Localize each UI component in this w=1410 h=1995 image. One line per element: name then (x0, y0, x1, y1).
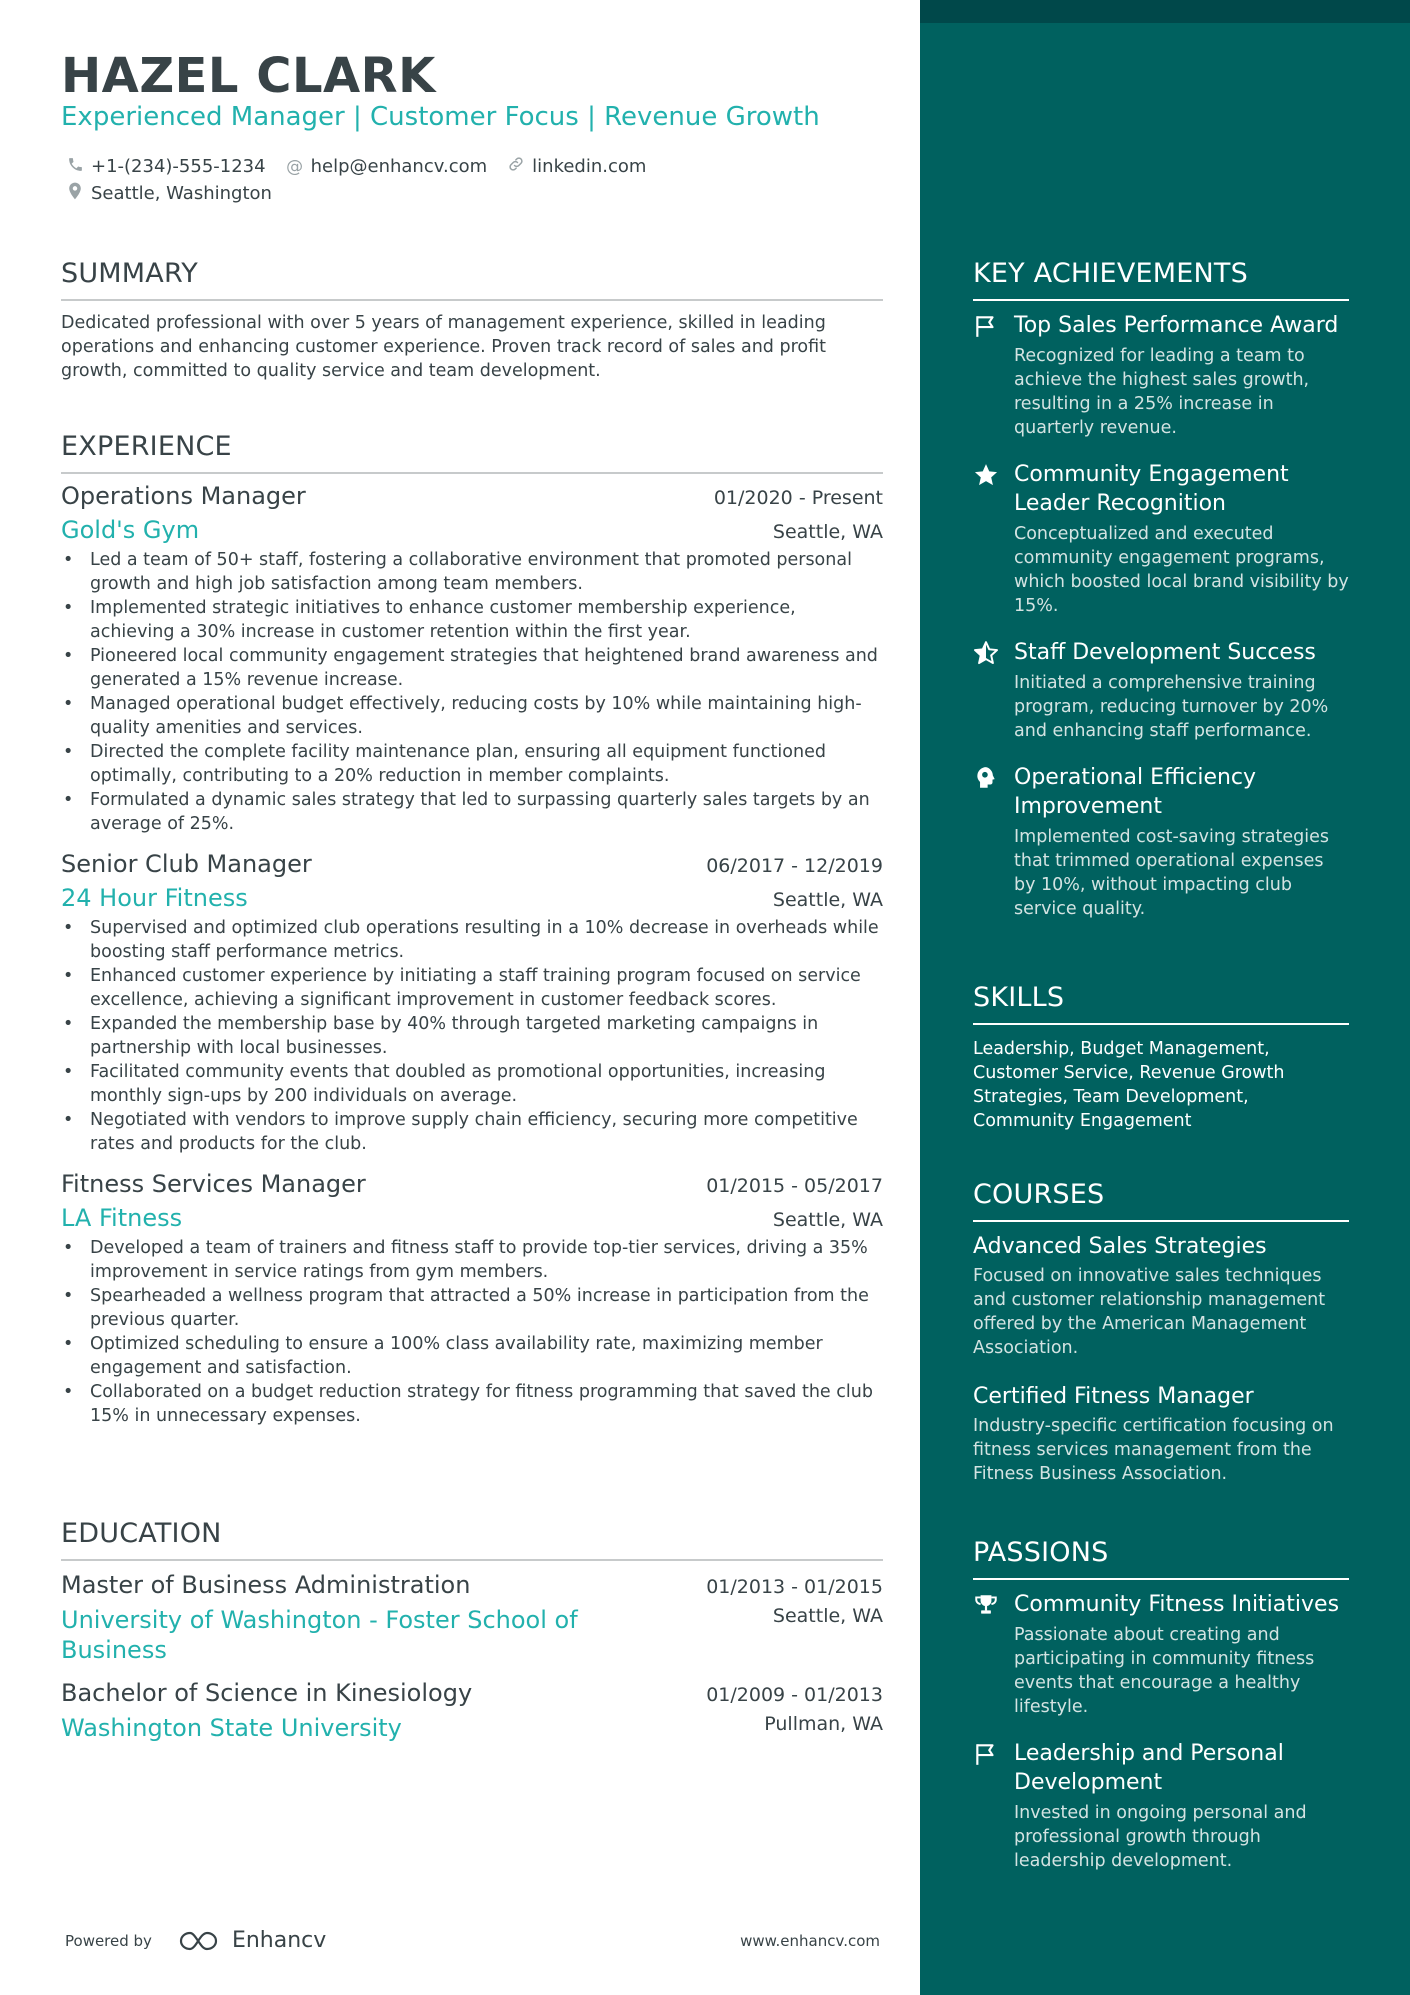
trophy-icon (973, 1592, 999, 1618)
job-bullet: • Negotiated with vendors to improve supply chain efficiency, securing more competitive rates and products for the club. (61, 1108, 883, 1156)
degree: Bachelor of Science in Kinesiology (61, 1679, 473, 1707)
achievement-title: Community Engagement Leader Recognition (1014, 462, 1289, 516)
job-bullet: • Implemented strategic initiatives to enhance customer membership experience, achieving a 30% increase in customer retention within the first year. (61, 596, 883, 644)
achievement-desc: Implemented cost-saving strategies that trimmed operational expenses by 10%, without impacting club service quality. (1014, 827, 1329, 919)
passion-desc: Invested in ongoing personal and professional growth through leadership development. (1014, 1803, 1307, 1871)
course-desc: Industry-specific certification focusing on fitness services management from the Fitness Business Association. (973, 1416, 1334, 1484)
skills-section (973, 982, 1349, 1133)
passion-desc: Passionate about creating and participating in community fitness events that encourage a healthy lifestyle. (1014, 1625, 1315, 1717)
contact-location: Seattle, Washington (64, 182, 272, 205)
achievement-desc: Initiated a comprehensive training program, reducing turnover by 20% and enhancing staff performance. (1014, 673, 1329, 741)
flag-icon (973, 1741, 999, 1767)
flag-icon (973, 313, 999, 339)
job-title: Operations Manager (61, 482, 306, 510)
enhancv-logo[interactable]: Enhancv (178, 1928, 326, 1953)
skills-heading: SKILLS (973, 982, 1349, 1025)
job-title: Senior Club Manager (61, 850, 312, 878)
courses-heading: COURSES (973, 1179, 1349, 1222)
job-bullets (61, 548, 883, 836)
sidebar-top-strip (920, 0, 1410, 23)
achievement-item (973, 763, 1349, 921)
course-title: Certified Fitness Manager (973, 1384, 1254, 1409)
job-bullets (61, 1236, 883, 1428)
job-entry (61, 1170, 883, 1428)
achievement-title: Operational Efficiency Improvement (1014, 765, 1257, 819)
job-bullet: • Expanded the membership base by 40% through targeted marketing campaigns in partnership with local businesses. (61, 1012, 883, 1060)
job-dates: 01/2015 - 05/2017 (706, 1175, 883, 1197)
summary-heading: SUMMARY (61, 258, 883, 301)
job-bullet: • Enhanced customer experience by initiating a staff training program focused on service excellence, achieving a significant improvement in customer feedback scores. (61, 964, 883, 1012)
job-bullet: • Developed a team of trainers and fitness staff to provide top-tier services, driving a 35% improvement in service ratings from gym members. (61, 1236, 883, 1284)
link-icon (505, 155, 527, 178)
job-entry (61, 850, 883, 1156)
job-bullet: • Optimized scheduling to ensure a 100% class availability rate, maximizing member engagement and satisfaction. (61, 1332, 883, 1380)
education-dates: 01/2009 - 01/2013 (706, 1684, 883, 1706)
job-bullet: • Directed the complete facility maintenance plan, ensuring all equipment functioned optimally, contributing to a 20% reduction in member complaints. (61, 740, 883, 788)
job-bullet: • Managed operational budget effectively, reducing costs by 10% while maintaining high-quality amenities and services. (61, 692, 883, 740)
achievement-desc: Recognized for leading a team to achieve the highest sales growth, resulting in a 25% increase in quarterly revenue. (1014, 346, 1310, 438)
achievement-desc: Conceptualized and executed community engagement programs, which boosted local brand visibility by 15%. (1014, 524, 1349, 616)
contact-phone[interactable]: +1-(234)-555-1234 (64, 156, 266, 178)
course-desc: Focused on innovative sales techniques and customer relationship management offered by the American Management Association. (973, 1266, 1326, 1358)
half-star-icon (973, 640, 999, 666)
powered-by: Powered by Enhancv (65, 1928, 327, 1953)
job-location: Seattle, WA (772, 1209, 883, 1231)
location-pin-icon (64, 182, 86, 205)
summary-text: Dedicated professional with over 5 years of management experience, skilled in leading operations and enhancing customer experience. Proven track record of sales and profit growth, committed to quality service and team development. (61, 313, 826, 381)
achievements-section (973, 258, 1349, 921)
headline: Experienced Manager | Customer Focus | Revenue Growth (61, 102, 820, 132)
job-bullet: • Supervised and optimized club operations resulting in a 10% decrease in overheads while boosting staff performance metrics. (61, 916, 883, 964)
passions-heading: PASSIONS (973, 1537, 1349, 1580)
achievement-item (973, 311, 1349, 440)
education-location: Seattle, WA (772, 1605, 883, 1627)
job-bullet: • Facilitated community events that doubled as promotional opportunities, increasing monthly sign-ups by 200 individuals on average. (61, 1060, 883, 1108)
passion-item (973, 1590, 1349, 1719)
job-bullet: • Pioneered local community engagement strategies that heightened brand awareness and generated a 15% revenue increase. (61, 644, 883, 692)
job-bullet: • Led a team of 50+ staff, fostering a collaborative environment that promoted personal growth and high job satisfaction among team members. (61, 548, 883, 596)
contact-email[interactable]: @ help@enhancv.com (284, 156, 488, 177)
education-location: Pullman, WA (764, 1713, 883, 1735)
passion-item (973, 1739, 1349, 1873)
experience-section (61, 431, 883, 1428)
job-company: 24 Hour Fitness (61, 884, 248, 912)
education-entry (61, 1679, 883, 1743)
job-location: Seattle, WA (772, 521, 883, 543)
job-company: Gold's Gym (61, 516, 200, 544)
skills-list: Leadership, Budget Management, Customer Service, Revenue Growth Strategies, Team Development, Community Engagement (973, 1039, 1285, 1131)
candidate-name: HAZEL CLARK (61, 48, 436, 104)
achievement-title: Top Sales Performance Award (1014, 313, 1339, 338)
education-section (61, 1518, 883, 1743)
job-location: Seattle, WA (772, 889, 883, 911)
course-item (973, 1232, 1349, 1360)
job-bullets (61, 916, 883, 1156)
job-title: Fitness Services Manager (61, 1170, 366, 1198)
education-dates: 01/2013 - 01/2015 (706, 1576, 883, 1598)
footer (65, 1928, 880, 1953)
at-icon: @ (286, 156, 304, 177)
job-bullet: • Formulated a dynamic sales strategy that led to surpassing quarterly sales targets by an average of 25%. (61, 788, 883, 836)
school: University of Washington - Foster School of Business (61, 1606, 578, 1664)
footer-url[interactable]: www.enhancv.com (740, 1931, 880, 1950)
achievement-item (973, 460, 1349, 618)
degree: Master of Business Administration (61, 1571, 471, 1599)
school: Washington State University (61, 1714, 402, 1742)
job-dates: 06/2017 - 12/2019 (706, 855, 883, 877)
job-bullet: • Spearheaded a wellness program that attracted a 50% increase in participation from the previous quarter. (61, 1284, 883, 1332)
passion-title: Leadership and Personal Development (1014, 1741, 1284, 1795)
education-entry (61, 1571, 883, 1665)
lightbulb-brain-icon (973, 765, 999, 791)
contact-linkedin[interactable]: linkedin.com (505, 155, 646, 178)
achievement-title: Staff Development Success (1014, 640, 1316, 665)
courses-section (973, 1179, 1349, 1486)
phone-icon (64, 156, 86, 178)
course-title: Advanced Sales Strategies (973, 1234, 1267, 1259)
job-entry (61, 482, 883, 836)
star-icon (973, 462, 999, 488)
job-bullet: • Collaborated on a budget reduction strategy for fitness programming that saved the club 15% in unnecessary expenses. (61, 1380, 883, 1428)
job-dates: 01/2020 - Present (713, 487, 883, 509)
achievements-heading: KEY ACHIEVEMENTS (973, 258, 1349, 301)
achievement-item (973, 638, 1349, 743)
passions-section (973, 1537, 1349, 1873)
passion-title: Community Fitness Initiatives (1014, 1592, 1340, 1617)
enhancv-logo-icon (178, 1929, 224, 1953)
job-company: LA Fitness (61, 1204, 183, 1232)
summary-section (61, 258, 883, 383)
course-item (973, 1382, 1349, 1486)
contact-info (64, 153, 664, 207)
education-heading: EDUCATION (61, 1518, 883, 1561)
experience-heading: EXPERIENCE (61, 431, 883, 474)
